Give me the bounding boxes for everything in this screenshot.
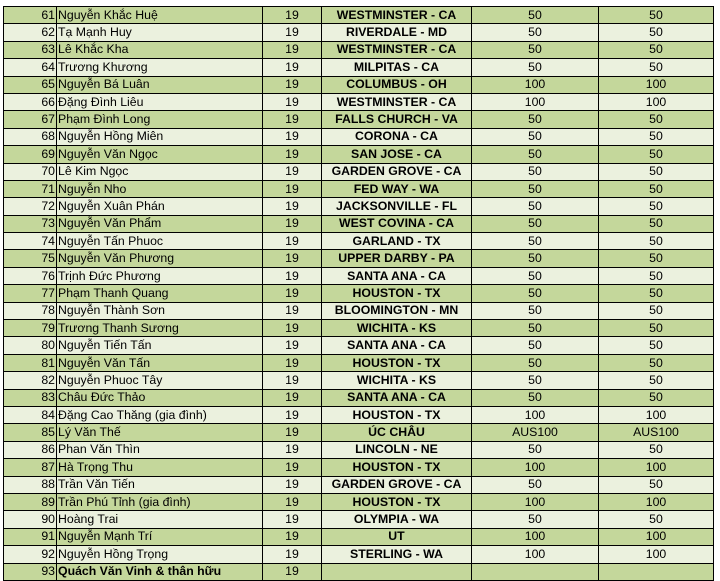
- row-number: 77: [4, 285, 57, 302]
- donor-name: Phạm Đình Long: [57, 111, 263, 128]
- location-cell: ÚC CHÂU: [322, 424, 472, 441]
- row-number: 70: [4, 163, 57, 180]
- donor-name: Hà Trọng Thu: [57, 459, 263, 476]
- amount-cell: 100: [472, 493, 599, 510]
- amount-cell: AUS100: [472, 424, 599, 441]
- total-cell: 50: [599, 337, 714, 354]
- row-number: 72: [4, 198, 57, 215]
- location-cell: UPPER DARBY - PA: [322, 250, 472, 267]
- donor-name: Đặng Đình Liêu: [57, 93, 263, 110]
- location-cell: WESTMINSTER - CA: [322, 41, 472, 58]
- location-cell: WESTMINSTER - CA: [322, 7, 472, 24]
- table-row: [4, 511, 714, 528]
- donor-name: Nguyễn Tiến Tấn: [57, 337, 263, 354]
- total-cell: 50: [599, 354, 714, 371]
- donor-name: Quách Văn Vinh & thân hữu: [57, 563, 263, 580]
- donor-name: Lê Kim Ngọc: [57, 163, 263, 180]
- row-number: 66: [4, 93, 57, 110]
- row-number: 79: [4, 320, 57, 337]
- amount-cell: 50: [472, 476, 599, 493]
- total-cell: 50: [599, 41, 714, 58]
- donor-name: Phan Văn Thìn: [57, 441, 263, 458]
- total-cell: 50: [599, 233, 714, 250]
- age-cell: 19: [263, 528, 322, 545]
- age-cell: 19: [263, 372, 322, 389]
- location-cell: OLYMPIA - WA: [322, 511, 472, 528]
- table-row: [4, 285, 714, 302]
- row-number: 80: [4, 337, 57, 354]
- age-cell: 19: [263, 163, 322, 180]
- row-number: 84: [4, 406, 57, 423]
- age-cell: 19: [263, 354, 322, 371]
- age-cell: 19: [263, 511, 322, 528]
- table-row: [4, 406, 714, 423]
- total-cell: 50: [599, 389, 714, 406]
- age-cell: 19: [263, 198, 322, 215]
- table-row: [4, 93, 714, 110]
- donor-name: Phạm Thanh Quang: [57, 285, 263, 302]
- donor-name: Đặng Cao Thăng (gia đình): [57, 406, 263, 423]
- amount-cell: 100: [472, 406, 599, 423]
- age-cell: 19: [263, 476, 322, 493]
- donor-name: Nguyễn Tấn Phuoc: [57, 233, 263, 250]
- total-cell: 100: [599, 406, 714, 423]
- row-number: 91: [4, 528, 57, 545]
- amount-cell: 50: [472, 267, 599, 284]
- table-row: [4, 546, 714, 563]
- total-cell: 100: [599, 546, 714, 563]
- total-cell: 50: [599, 146, 714, 163]
- amount-cell: 50: [472, 511, 599, 528]
- row-number: 63: [4, 41, 57, 58]
- row-number: 64: [4, 59, 57, 76]
- donor-name: Nguyễn Khắc Huệ: [57, 7, 263, 24]
- age-cell: 19: [263, 563, 322, 580]
- amount-cell: 50: [472, 233, 599, 250]
- age-cell: 19: [263, 111, 322, 128]
- row-number: 61: [4, 7, 57, 24]
- age-cell: 19: [263, 546, 322, 563]
- total-cell: 100: [599, 93, 714, 110]
- age-cell: 19: [263, 59, 322, 76]
- table-row: [4, 163, 714, 180]
- donor-name: Nguyễn Văn Ngọc: [57, 146, 263, 163]
- amount-cell: 50: [472, 128, 599, 145]
- table-row: [4, 41, 714, 58]
- row-number: 67: [4, 111, 57, 128]
- row-number: 92: [4, 546, 57, 563]
- row-number: 78: [4, 302, 57, 319]
- table-row: [4, 24, 714, 41]
- location-cell: GARLAND - TX: [322, 233, 472, 250]
- amount-cell: 50: [472, 285, 599, 302]
- location-cell: SANTA ANA - CA: [322, 267, 472, 284]
- total-cell: 50: [599, 24, 714, 41]
- table-row: [4, 215, 714, 232]
- table-row: [4, 389, 714, 406]
- age-cell: 19: [263, 76, 322, 93]
- location-cell: FALLS CHURCH - VA: [322, 111, 472, 128]
- amount-cell: 50: [472, 41, 599, 58]
- location-cell: WICHITA - KS: [322, 372, 472, 389]
- donor-name: Tạ Mạnh Huy: [57, 24, 263, 41]
- table-row: [4, 337, 714, 354]
- location-cell: WESTMINSTER - CA: [322, 93, 472, 110]
- amount-cell: 50: [472, 389, 599, 406]
- age-cell: 19: [263, 459, 322, 476]
- table-row: [4, 7, 714, 24]
- row-number: 73: [4, 215, 57, 232]
- age-cell: 19: [263, 7, 322, 24]
- age-cell: 19: [263, 93, 322, 110]
- total-cell: 50: [599, 320, 714, 337]
- row-number: 82: [4, 372, 57, 389]
- row-number: 65: [4, 76, 57, 93]
- age-cell: 19: [263, 146, 322, 163]
- location-cell: HOUSTON - TX: [322, 459, 472, 476]
- location-cell: [322, 563, 472, 580]
- donor-name: Nguyễn Thành Sơn: [57, 302, 263, 319]
- donor-name: Nguyễn Phuoc Tây: [57, 372, 263, 389]
- age-cell: 19: [263, 302, 322, 319]
- row-number: 69: [4, 146, 57, 163]
- total-cell: 50: [599, 59, 714, 76]
- table-row: [4, 476, 714, 493]
- table-row: [4, 354, 714, 371]
- amount-cell: 50: [472, 198, 599, 215]
- donor-name: Trương Thanh Sương: [57, 320, 263, 337]
- table-row: [4, 267, 714, 284]
- location-cell: HOUSTON - TX: [322, 493, 472, 510]
- table-row: [4, 441, 714, 458]
- row-number: 93: [4, 563, 57, 580]
- table-row: [4, 198, 714, 215]
- donor-name: Nguyễn Xuân Phán: [57, 198, 263, 215]
- table-row: [4, 128, 714, 145]
- total-cell: 50: [599, 163, 714, 180]
- donor-name: Nguyễn Văn Tấn: [57, 354, 263, 371]
- amount-cell: 50: [472, 441, 599, 458]
- amount-cell: 50: [472, 111, 599, 128]
- location-cell: LINCOLN - NE: [322, 441, 472, 458]
- total-cell: AUS100: [599, 424, 714, 441]
- donor-name: Nguyễn Hồng Trọng: [57, 546, 263, 563]
- total-cell: 50: [599, 267, 714, 284]
- location-cell: RIVERDALE - MD: [322, 24, 472, 41]
- total-cell: 50: [599, 7, 714, 24]
- donor-name: Lê Khắc Kha: [57, 41, 263, 58]
- table-row: [4, 563, 714, 580]
- row-number: 85: [4, 424, 57, 441]
- donor-name: Trương Khương: [57, 59, 263, 76]
- age-cell: 19: [263, 337, 322, 354]
- row-number: 62: [4, 24, 57, 41]
- row-number: 74: [4, 233, 57, 250]
- donor-name: Trần Văn Tiến: [57, 476, 263, 493]
- donor-name: Trịnh Đức Phương: [57, 267, 263, 284]
- location-cell: MILPITAS - CA: [322, 59, 472, 76]
- table-row: [4, 250, 714, 267]
- donor-name: Nguyễn Văn Phẩm: [57, 215, 263, 232]
- amount-cell: 50: [472, 320, 599, 337]
- row-number: 81: [4, 354, 57, 371]
- row-number: 75: [4, 250, 57, 267]
- table-row: [4, 233, 714, 250]
- row-number: 83: [4, 389, 57, 406]
- total-cell: [599, 563, 714, 580]
- total-cell: 50: [599, 128, 714, 145]
- amount-cell: 50: [472, 163, 599, 180]
- donor-table-body: [4, 7, 714, 581]
- location-cell: SANTA ANA - CA: [322, 389, 472, 406]
- age-cell: 19: [263, 41, 322, 58]
- location-cell: GARDEN GROVE - CA: [322, 476, 472, 493]
- location-cell: HOUSTON - TX: [322, 285, 472, 302]
- age-cell: 19: [263, 215, 322, 232]
- amount-cell: 50: [472, 250, 599, 267]
- total-cell: 50: [599, 250, 714, 267]
- table-row: [4, 180, 714, 197]
- age-cell: 19: [263, 267, 322, 284]
- donor-name: Hoàng Trai: [57, 511, 263, 528]
- age-cell: 19: [263, 24, 322, 41]
- amount-cell: 100: [472, 546, 599, 563]
- location-cell: STERLING - WA: [322, 546, 472, 563]
- location-cell: UT: [322, 528, 472, 545]
- age-cell: 19: [263, 424, 322, 441]
- amount-cell: 50: [472, 215, 599, 232]
- table-row: [4, 76, 714, 93]
- location-cell: HOUSTON - TX: [322, 354, 472, 371]
- donor-name: Nguyễn Bá Luân: [57, 76, 263, 93]
- location-cell: GARDEN GROVE - CA: [322, 163, 472, 180]
- location-cell: BLOOMINGTON - MN: [322, 302, 472, 319]
- age-cell: 19: [263, 441, 322, 458]
- amount-cell: 100: [472, 459, 599, 476]
- donor-name: Nguyễn Nho: [57, 180, 263, 197]
- location-cell: COLUMBUS - OH: [322, 76, 472, 93]
- table-row: [4, 146, 714, 163]
- row-number: 86: [4, 441, 57, 458]
- amount-cell: 50: [472, 302, 599, 319]
- age-cell: 19: [263, 233, 322, 250]
- location-cell: SAN JOSE - CA: [322, 146, 472, 163]
- amount-cell: [472, 563, 599, 580]
- amount-cell: 100: [472, 76, 599, 93]
- age-cell: 19: [263, 285, 322, 302]
- location-cell: JACKSONVILLE - FL: [322, 198, 472, 215]
- location-cell: WICHITA - KS: [322, 320, 472, 337]
- table-row: [4, 528, 714, 545]
- amount-cell: 50: [472, 146, 599, 163]
- location-cell: FED WAY - WA: [322, 180, 472, 197]
- total-cell: 50: [599, 215, 714, 232]
- amount-cell: 50: [472, 372, 599, 389]
- amount-cell: 50: [472, 24, 599, 41]
- total-cell: 50: [599, 111, 714, 128]
- amount-cell: 100: [472, 93, 599, 110]
- table-row: [4, 493, 714, 510]
- location-cell: SANTA ANA - CA: [322, 337, 472, 354]
- age-cell: 19: [263, 180, 322, 197]
- amount-cell: 50: [472, 354, 599, 371]
- total-cell: 100: [599, 76, 714, 93]
- table-row: [4, 59, 714, 76]
- total-cell: 50: [599, 441, 714, 458]
- total-cell: 50: [599, 511, 714, 528]
- amount-cell: 50: [472, 59, 599, 76]
- amount-cell: 100: [472, 528, 599, 545]
- age-cell: 19: [263, 406, 322, 423]
- table-row: [4, 372, 714, 389]
- total-cell: 50: [599, 180, 714, 197]
- location-cell: WEST COVINA - CA: [322, 215, 472, 232]
- amount-cell: 50: [472, 180, 599, 197]
- row-number: 88: [4, 476, 57, 493]
- row-number: 89: [4, 493, 57, 510]
- age-cell: 19: [263, 320, 322, 337]
- table-row: [4, 111, 714, 128]
- age-cell: 19: [263, 250, 322, 267]
- table-row: [4, 320, 714, 337]
- total-cell: 100: [599, 459, 714, 476]
- row-number: 87: [4, 459, 57, 476]
- location-cell: HOUSTON - TX: [322, 406, 472, 423]
- donor-name: Châu Đức Thảo: [57, 389, 263, 406]
- total-cell: 100: [599, 493, 714, 510]
- amount-cell: 50: [472, 7, 599, 24]
- location-cell: CORONA - CA: [322, 128, 472, 145]
- row-number: 76: [4, 267, 57, 284]
- table-row: [4, 424, 714, 441]
- age-cell: 19: [263, 389, 322, 406]
- total-cell: 50: [599, 302, 714, 319]
- age-cell: 19: [263, 128, 322, 145]
- donor-name: Nguyễn Mạnh Trí: [57, 528, 263, 545]
- total-cell: 50: [599, 476, 714, 493]
- donor-name: Trần Phú Tỉnh (gia đình): [57, 493, 263, 510]
- age-cell: 19: [263, 493, 322, 510]
- total-cell: 100: [599, 528, 714, 545]
- table-row: [4, 302, 714, 319]
- donor-table: [3, 6, 714, 581]
- total-cell: 50: [599, 285, 714, 302]
- donor-name: Lý Văn Thế: [57, 424, 263, 441]
- row-number: 90: [4, 511, 57, 528]
- donor-name: Nguyễn Hồng Miên: [57, 128, 263, 145]
- donor-name: Nguyễn Văn Phương: [57, 250, 263, 267]
- amount-cell: 50: [472, 337, 599, 354]
- table-row: [4, 459, 714, 476]
- total-cell: 50: [599, 372, 714, 389]
- row-number: 68: [4, 128, 57, 145]
- row-number: 71: [4, 180, 57, 197]
- total-cell: 50: [599, 198, 714, 215]
